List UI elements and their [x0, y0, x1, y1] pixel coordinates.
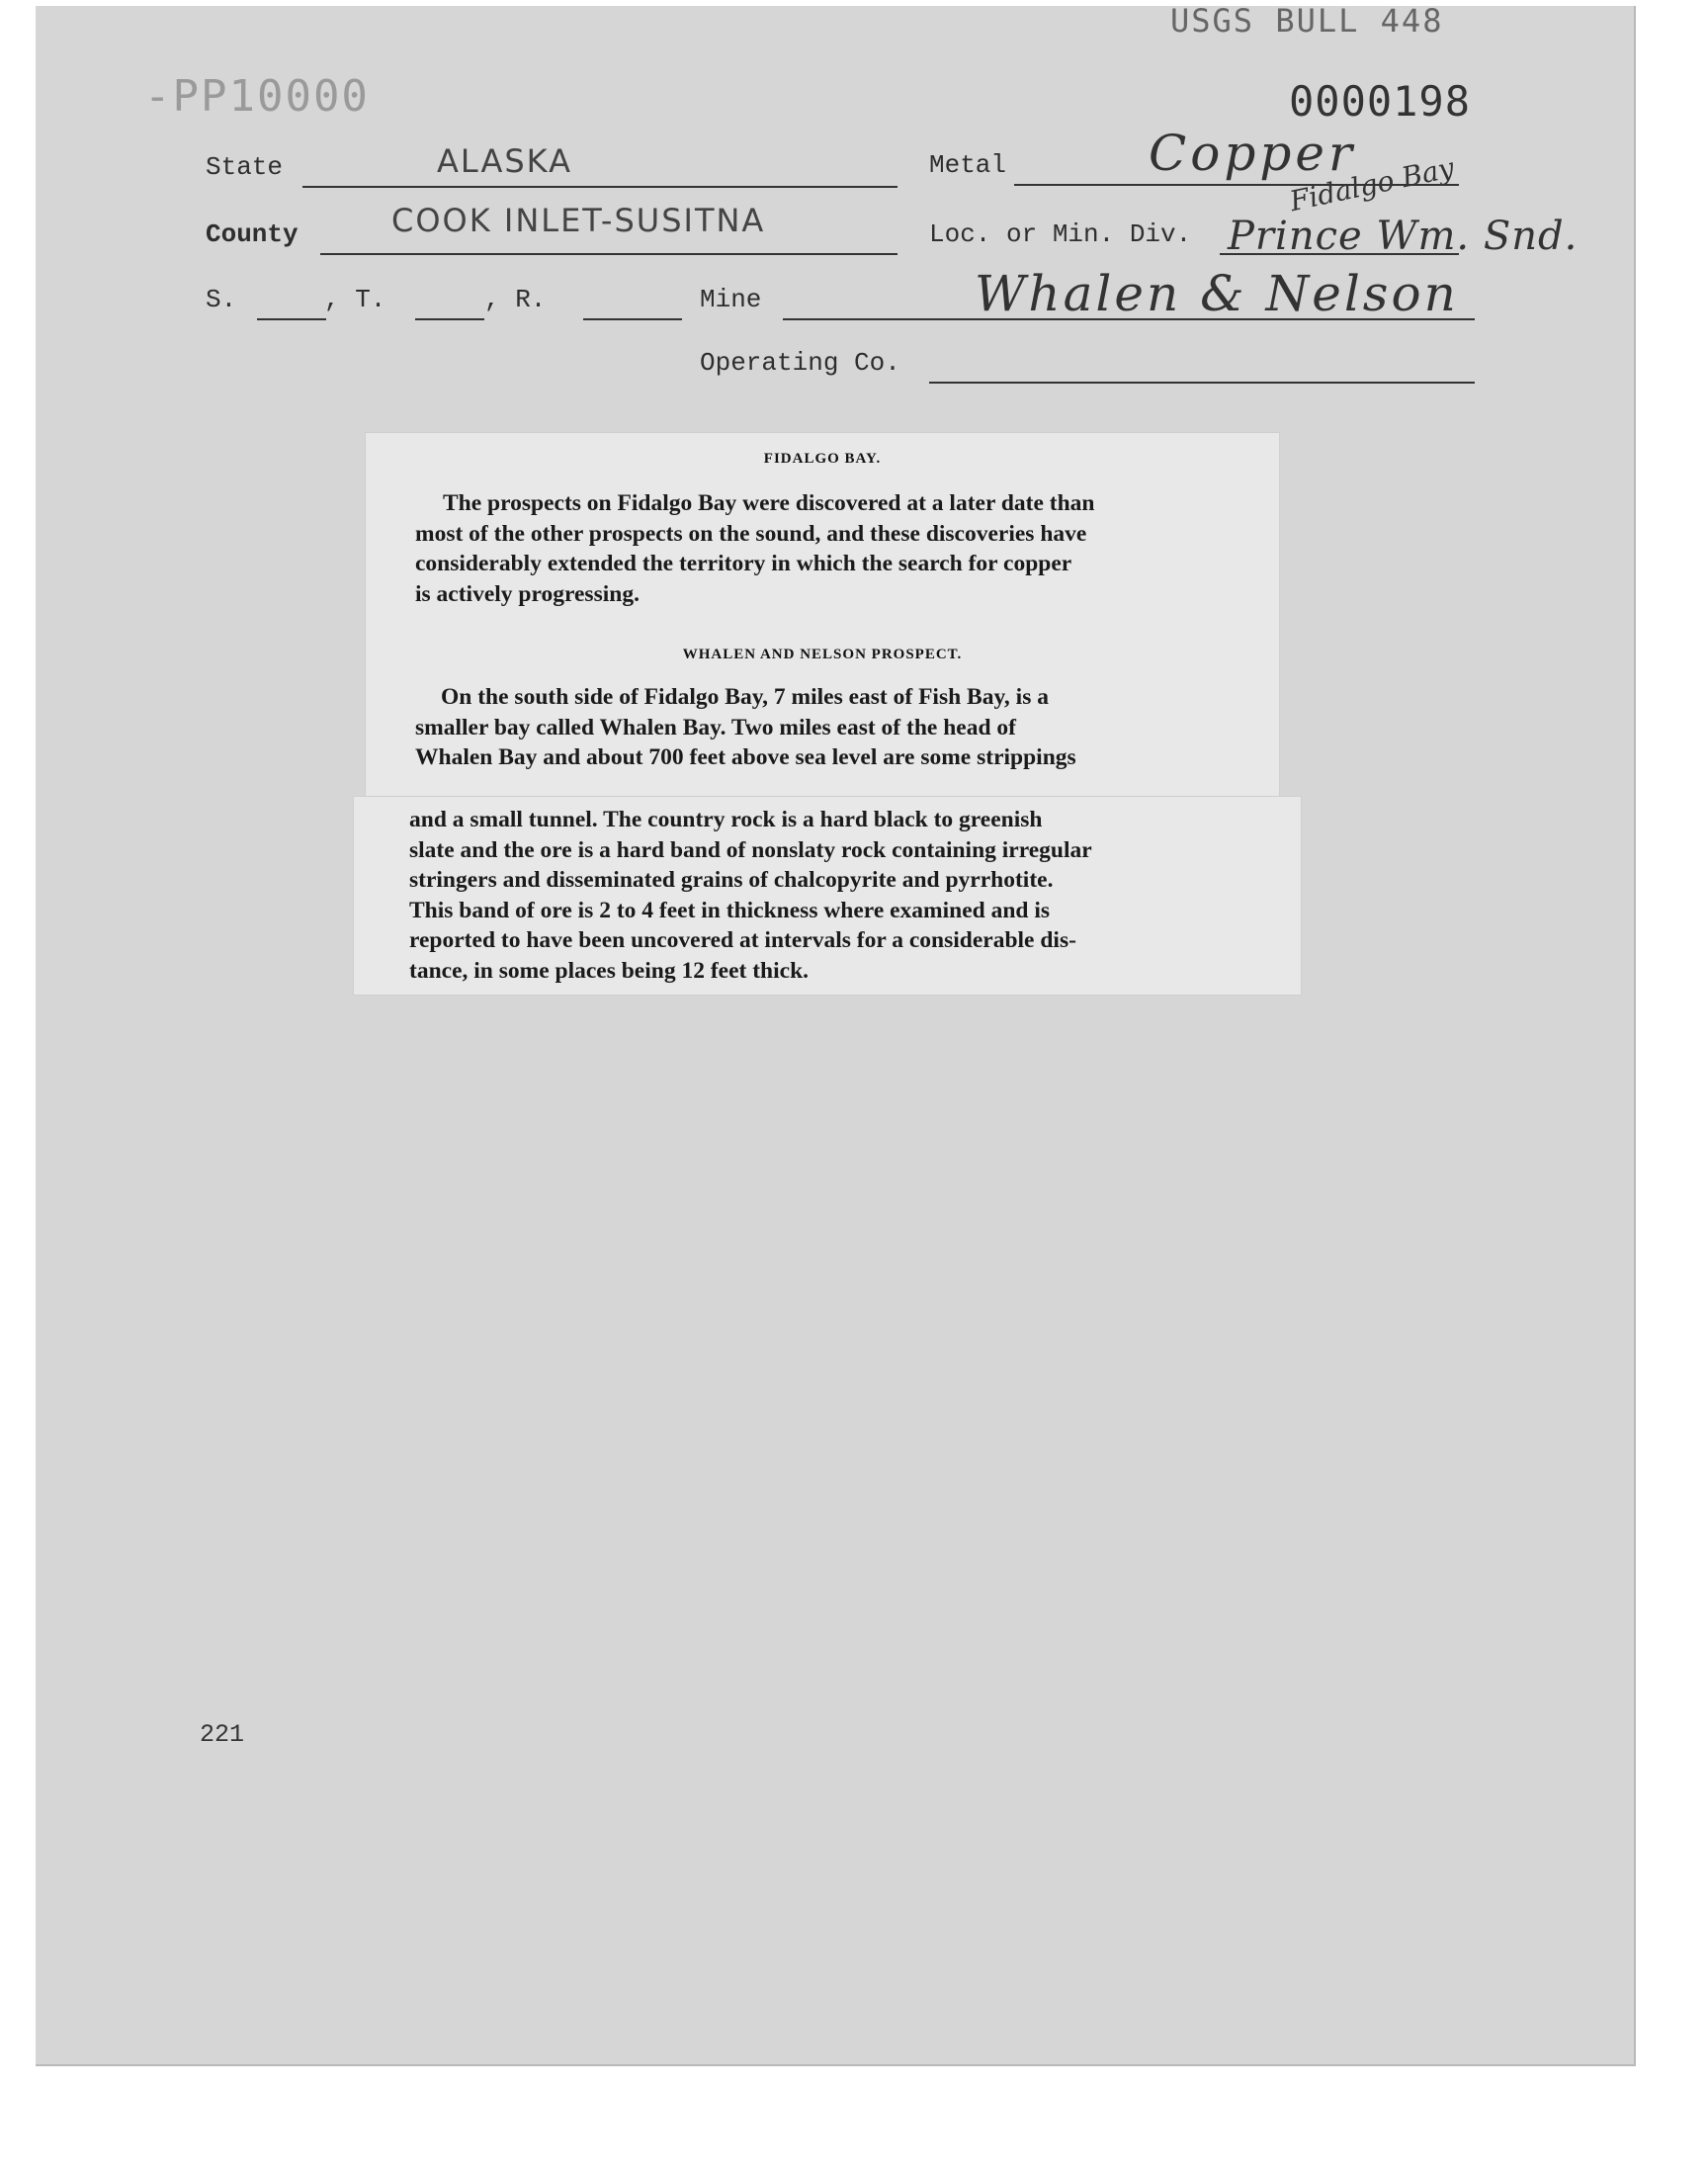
clipping-paragraph-3: [409, 805, 1239, 986]
text-line: and a small tunnel. The country rock is a hard black to greenish: [409, 807, 1043, 832]
clipping-paragraph-1: [415, 488, 1236, 609]
record-number: 0000198: [1289, 77, 1472, 126]
text-line: On the south side of Fidalgo Bay, 7 miles east of Fish Bay, is a: [441, 684, 1049, 710]
state-line: [302, 186, 897, 188]
text-line: tance, in some places being 12 feet thick.: [409, 957, 810, 984]
text-line: The prospects on Fidalgo Bay were discovered at a later date than: [443, 490, 1095, 516]
text-line: smaller bay called Whalen Bay. Two miles east of the head of: [415, 714, 1016, 740]
range-label: , R.: [484, 285, 547, 314]
township-label: , T.: [324, 285, 386, 314]
county-label: County: [206, 219, 299, 249]
county-line: [320, 253, 897, 255]
operating-label: Operating Co.: [700, 348, 900, 378]
loc-value: Prince Wm. Snd.: [1228, 214, 1579, 259]
text-line: most of the other prospects on the sound, and these discoveries have: [415, 520, 1087, 547]
loc-label: Loc. or Min. Div.: [929, 219, 1192, 249]
faded-stamp: -PP10000: [144, 71, 370, 122]
state-label: State: [206, 152, 284, 182]
county-value: COOK INLET-SUSITNA: [391, 202, 766, 239]
clipping-paragraph-2: [415, 682, 1236, 773]
mine-label: Mine: [700, 285, 762, 314]
operating-line: [929, 382, 1475, 384]
metal-value: Copper: [1149, 125, 1356, 182]
text-line: considerably extended the territory in which the search for copper: [415, 551, 1072, 576]
clipping-heading-whalen: WHALEN AND NELSON PROSPECT.: [682, 647, 963, 662]
text-line: stringers and disseminated grains of chalcopyrite and pyrrhotite.: [409, 867, 1054, 893]
series-stamp: USGS BULL 448: [1170, 2, 1444, 40]
text-line: reported to have been uncovered at intervals for a considerable dis-: [409, 927, 1076, 953]
text-line: Whalen Bay and about 700 feet above sea level are some strippings: [415, 744, 1076, 770]
loc-value-upper: Fidalgo Bay: [1287, 150, 1457, 218]
section-label: S.: [206, 285, 237, 314]
clipping-lower: [354, 797, 1301, 995]
section-line: [257, 318, 326, 320]
page-number: 221: [200, 1720, 245, 1749]
township-line: [415, 318, 484, 320]
record-card: [36, 2, 1636, 2066]
mine-value: Whalen & Nelson: [975, 265, 1459, 322]
state-value: ALASKA: [437, 142, 572, 180]
text-line: This band of ore is 2 to 4 feet in thickness where examined and is: [409, 897, 1051, 923]
metal-label: Metal: [929, 150, 1007, 180]
text-line: slate and the ore is a hard band of nonslaty rock containing irregular: [409, 836, 1092, 863]
range-line: [583, 318, 682, 320]
clipping-upper: [366, 433, 1279, 805]
text-line: is actively progressing.: [415, 580, 640, 607]
clipping-heading-fidalgo: FIDALGO BAY.: [763, 451, 882, 467]
